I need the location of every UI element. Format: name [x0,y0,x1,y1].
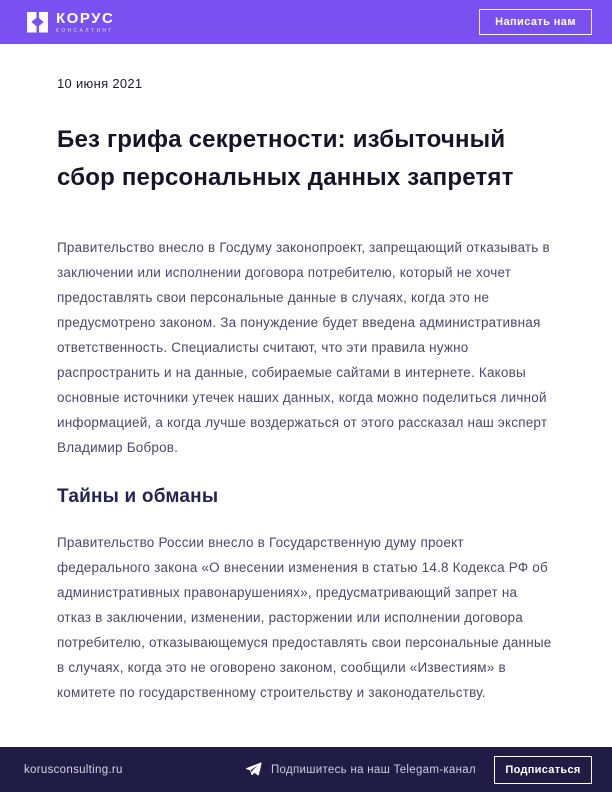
telegram-paper-plane-icon [245,761,262,778]
logo-bar-right [39,12,49,33]
site-header [0,0,612,44]
site-footer [0,747,612,792]
logo-bar-left [27,12,37,33]
article-date: 10 июня 2021 [57,76,143,91]
section-heading: Тайны и обманы [57,486,219,507]
korus-logo-icon [27,12,48,33]
logo-text [56,11,114,34]
telegram-prompt-text: Подпишитесь на наш Telegam-канал [270,763,476,776]
contact-us-button[interactable]: Написать нам [479,9,592,35]
telegram-prompt-group [245,761,476,778]
logo-title: КОРУС [56,9,115,27]
logo-subtitle: КОНСАЛТИНГ [56,27,114,34]
article-intro-paragraph: Правительство внесло в Госдуму законопроект, запрещающий отказывать в заключении или исполнении договора потребителю, который не хочет предоставлять свои персональные данные в случаях, когда это не предусмотрено законом. За понуждение будет введена административная ответственность. Специалисты считают, что эти правила нужно распространить и на данные, собираемые сайтами в интернете. Каковы основные источники утечек наших данных, когда можно поделиться личной информацией, а когда лучше воздержаться от этого рассказал наш эксперт Владимир Бобров. [57,240,550,455]
article-content [0,44,612,747]
subscribe-button[interactable]: Подписаться [494,756,592,784]
article-section-paragraph: Правительство России внесло в Государственную думу проект федерального закона «О внесении изменения в статью 14.8 Кодекса РФ об административных правонарушениях», предусматривающий запрет на отказ в заключении, изменении, расторжении или исполнении договора потребителю, отказывающемуся предоставлять свои персональные данные в случаях, когда это не оговорено законом, сообщили «Известиям» в комитете по государственному строительству и законодательству. [57,535,552,700]
article-title: Без грифа секретности: избыточный сбор персональных данных запретят [57,126,514,191]
korus-logo[interactable] [27,11,114,34]
site-link[interactable]: korusconsulting.ru [24,763,123,776]
